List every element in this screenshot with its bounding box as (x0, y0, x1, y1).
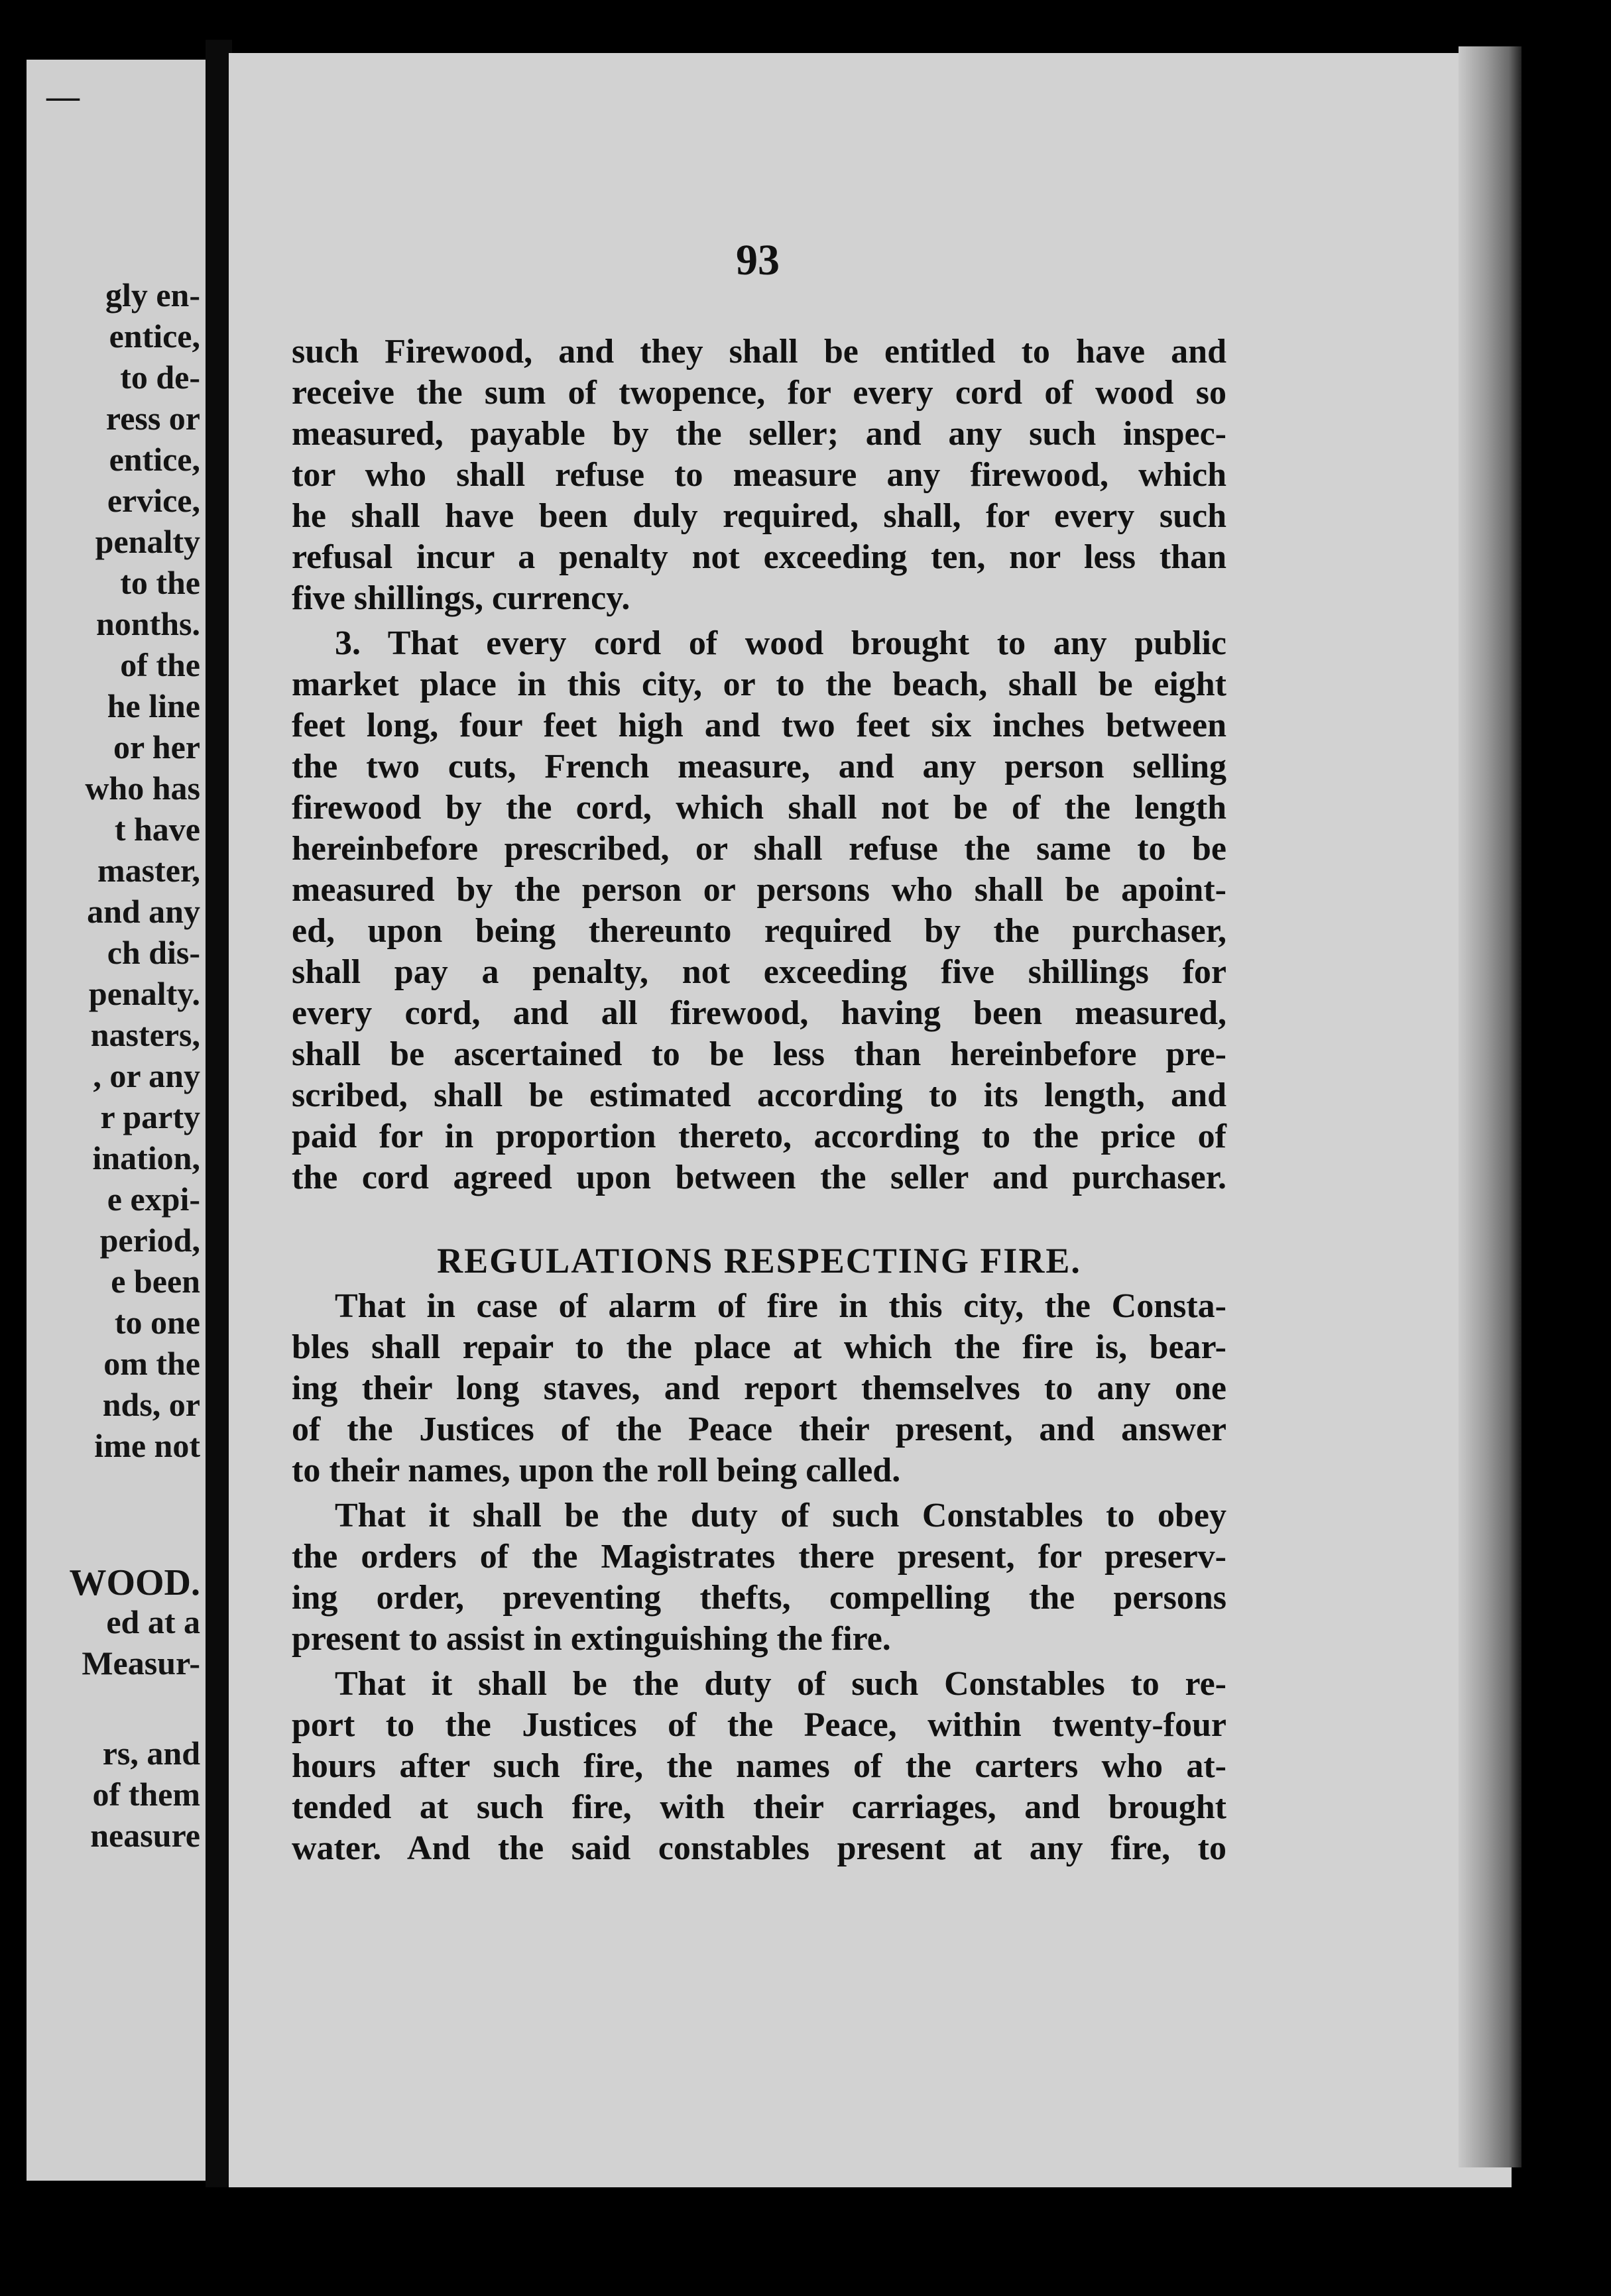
left-page-fragment: entice, (109, 317, 200, 355)
text-line: he shall have been duly required, shall, for every such (292, 497, 1226, 535)
text-line: hereinbefore prescribed, or shall refuse the same to be (292, 830, 1226, 868)
left-page-fragment: — (46, 78, 80, 115)
text-line: firewood by the cord, which shall not be of the length (292, 789, 1226, 827)
page-number: 93 (736, 236, 780, 284)
text-line: measured by the person or persons who shall be apoint- (292, 871, 1226, 909)
text-line: the cord agreed upon between the seller and purchaser. (292, 1159, 1226, 1196)
text-line: of the Justices of the Peace their present, and answer (292, 1410, 1226, 1448)
text-line: That it shall be the duty of such Constables to re- (335, 1665, 1226, 1703)
text-line: refusal incur a penalty not exceeding ten, nor less than (292, 538, 1226, 576)
left-page-fragment: to one (114, 1304, 200, 1341)
left-page-fragment: ervice, (107, 482, 200, 519)
text-line: ing order, preventing thefts, compelling the persons (292, 1579, 1226, 1617)
text-line: ing their long staves, and report themselves to any one (292, 1369, 1226, 1407)
text-line: That it shall be the duty of such Constables to obey (335, 1497, 1226, 1534)
text-line: feet long, four feet high and two feet six inches between (292, 707, 1226, 744)
text-line: hours after such fire, the names of the carters who at- (292, 1747, 1226, 1785)
text-line: shall be ascertained to be less than hereinbefore pre- (292, 1035, 1226, 1073)
section-heading: REGULATIONS RESPECTING FIRE. (437, 1241, 1081, 1281)
left-page-fragment: entice, (109, 441, 200, 478)
left-page-fragment: e been (111, 1263, 200, 1300)
left-page-fragment: rs, and (102, 1735, 200, 1772)
text-line: five shillings, currency. (292, 579, 630, 617)
left-page-fragment: neasure (90, 1817, 200, 1854)
left-page-fragment: of the (120, 646, 200, 683)
text-line: receive the sum of twopence, for every cord of wood so (292, 374, 1226, 412)
left-page-fragment: r party (100, 1098, 200, 1135)
left-page-fragment: to the (120, 564, 200, 601)
text-line: present to assist in extinguishing the fire. (292, 1620, 891, 1658)
text-line: tor who shall refuse to measure any firewood, which (292, 456, 1226, 494)
text-line: market place in this city, or to the beach, shall be eight (292, 665, 1226, 703)
text-line: such Firewood, and they shall be entitled to have and (292, 333, 1226, 371)
left-page-fragment: who has (85, 770, 200, 807)
text-line: paid for in proportion thereto, according to the price of (292, 1118, 1226, 1155)
left-page-fragment: e expi- (107, 1180, 200, 1218)
book-gutter (206, 40, 232, 2187)
text-line: to their names, upon the roll being called. (292, 1452, 901, 1489)
text-line: the orders of the Magistrates there present, for preserv- (292, 1538, 1226, 1576)
left-page-fragment: master, (97, 852, 200, 889)
text-line: shall pay a penalty, not exceeding five shillings for (292, 953, 1226, 991)
left-page-fragment: ch dis- (107, 934, 200, 971)
left-page-fragment: ed at a (106, 1603, 200, 1640)
text-line: every cord, and all firewood, having been measured, (292, 994, 1226, 1032)
left-page-fragment: and any (87, 893, 200, 930)
left-page-fragment: or her (113, 728, 200, 766)
left-page-fragment: WOOD. (69, 1562, 200, 1603)
text-line: tended at such fire, with their carriages, and brought (292, 1788, 1226, 1826)
left-facing-page (27, 60, 206, 2181)
left-page-fragment: nasters, (90, 1016, 200, 1053)
left-page-fragment: t have (114, 811, 200, 848)
left-page-fragment: Measur- (82, 1644, 200, 1682)
left-page-fragment: nonths. (95, 605, 200, 642)
text-line: the two cuts, French measure, and any person selling (292, 748, 1226, 785)
text-line: port to the Justices of the Peace, within twenty-four (292, 1706, 1226, 1744)
left-page-fragment: penalty. (88, 975, 200, 1012)
text-line: That in case of alarm of fire in this city, the Consta- (335, 1287, 1226, 1325)
left-page-fragment: nds, or (102, 1386, 200, 1423)
text-line: bles shall repair to the place at which the fire is, bear- (292, 1328, 1226, 1366)
left-page-fragment: penalty (95, 523, 200, 560)
left-page-fragment: to de- (120, 359, 200, 396)
text-line: scribed, shall be estimated according to its length, and (292, 1076, 1226, 1114)
left-page-fragment: he line (107, 687, 200, 724)
page-edge (1459, 46, 1522, 2167)
left-page-fragment: ination, (92, 1139, 200, 1177)
text-line: water. And the said constables present at any fire, to (292, 1829, 1226, 1867)
left-page-fragment: gly en- (105, 276, 200, 314)
left-page-fragment: om the (103, 1345, 200, 1382)
left-page-fragment: , or any (93, 1057, 200, 1094)
left-page-fragment: period, (99, 1222, 200, 1259)
text-line: ed, upon being thereunto required by the purchaser, (292, 912, 1226, 950)
text-line: measured, payable by the seller; and any such inspec- (292, 415, 1226, 453)
left-page-fragment: ress or (105, 400, 200, 437)
left-page-fragment: of them (92, 1776, 200, 1813)
left-page-fragment: ime not (94, 1427, 200, 1464)
text-line: 3. That every cord of wood brought to any public (335, 624, 1226, 662)
